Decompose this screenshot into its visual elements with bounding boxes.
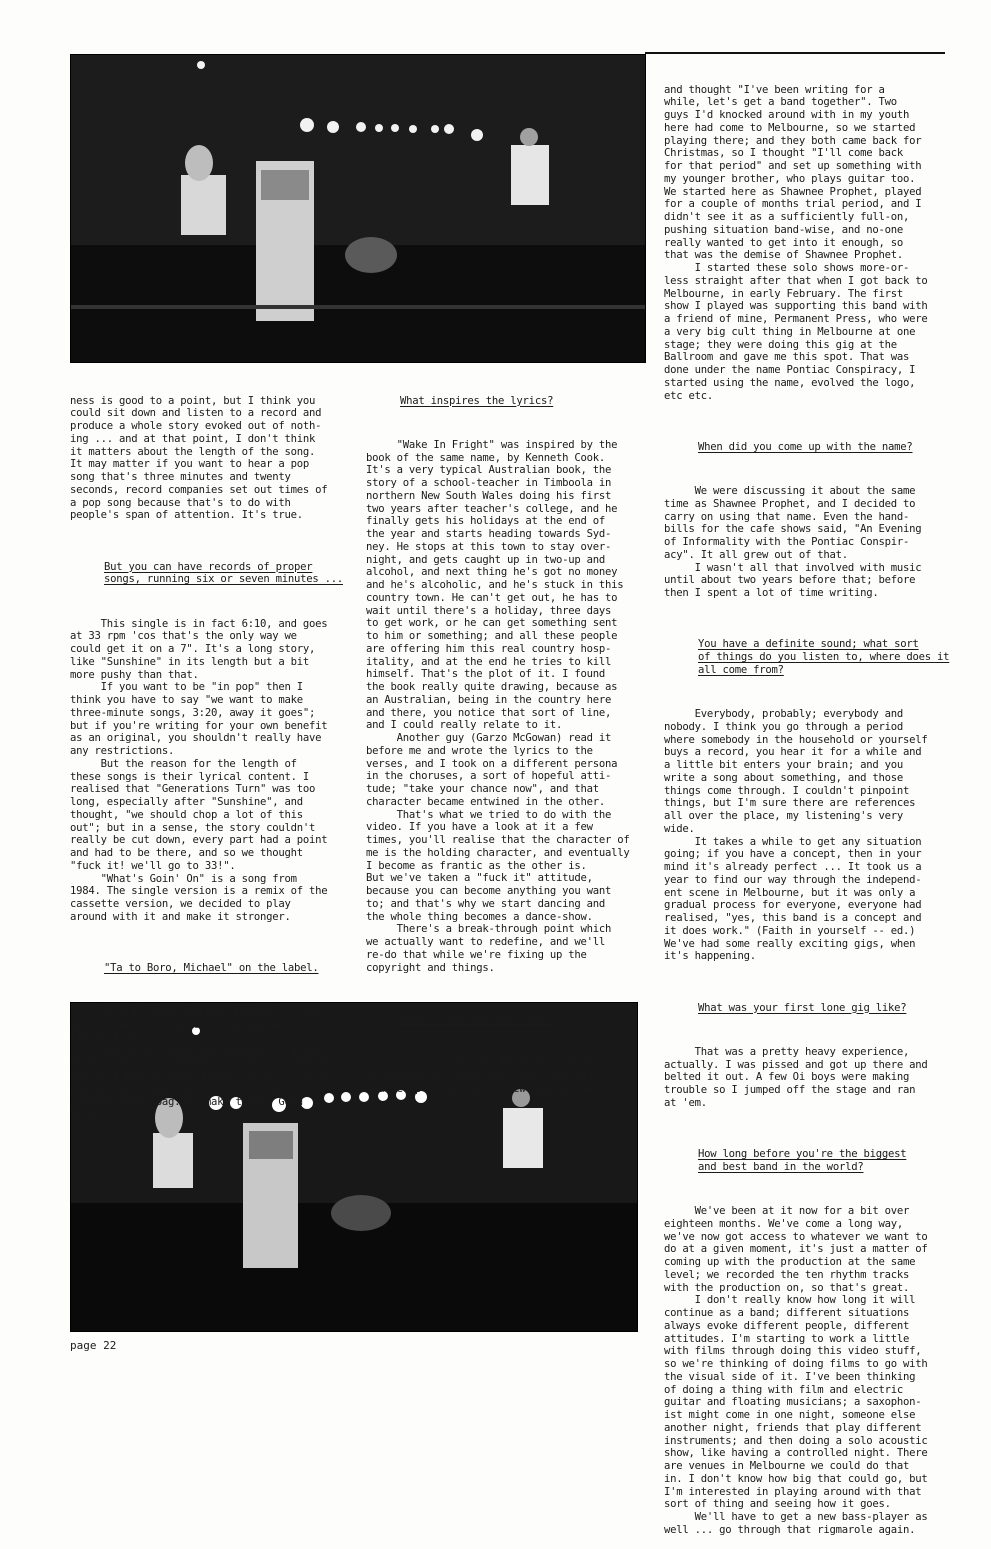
col1-paragraph-2: This single is in fact 6:10, and goes at 33 rpm 'cos that's the only way we could get it on a 7". It's a long story, like "Sunshine" in its length but a bit more pushy than that. If you want to be "in pop" then I think you have to say "we want to make three-minute songs, 3:20, away it goes"; but if you're writing for your own benefit as an original, you shouldn't really have any restrictions. But the reason for the length of these songs is their lyrical content. I realised that "Generations Turn" was too long, especially after "Sunshine", and thought, "we should chop a lot of this out"; but in a sense, the story couldn't really be cut down, every part had a point and had to be there, and so we thought "fuck it! we'll go to 33!". "What's Goin' On" is a song from 1984. The single version is a remix of the cassette version, we decided to play around with it and make it stronger. [70,617,328,923]
col3-paragraph-2: We were discussing it about the same time as Shawnee Prophet, and I decided to carry on using that name. Even the hand- bills for the cafe shows said, "An Evening of Informality with the Pontiac Conspir- acy". It all grew out of that. I wasn't all that involved with music until about two years before that; before then I spent a lot of time writing. [664,485,922,599]
col3-heading-4: How long before you're the biggest and best band in the world? [698,1148,907,1173]
col1-heading-2: "Ta to Boro, Michael" on the label. [104,962,319,974]
column-3 [664,58,954,1536]
col3-heading-3: What was your first lone gig like? [698,1001,907,1014]
col3-heading-2: You have a definite sound; what sort of things do you listen to, where does it all come from? [698,638,950,676]
col2-heading-2: What's your musical past? [400,1012,554,1025]
col3-heading-1: When did you come up with the name? [698,440,913,453]
col2-heading-1: What inspires the lyrics? [400,394,554,407]
col2-paragraph-1: "Wake In Fright" was inspired by the book of the same name, by Kenneth Cook. It's a very typical Australian book, the story of a school-teacher in Timboola in northern New South Wales doing his first two years after teacher's college, and he finally gets his holidays at the end of the year and starts heading towards Syd- ney. He stops at this town to stay over- night, and gets caught up in two-up and alcohol, and next thing he's got no money and he's alcoholic, and he's stuck in this country town. He can't get out, he has to wait until there's a holiday, three days to get work, or he can get something sent to him or something; and all these people are offering him this real country hosp- itality, and at the end he tries to kill himself. That's the plot of it. I found the book really quite drawing, because as an Australian, being in the country here and there, you notice that sort of line, and I could really relate to it. Another guy (Garzo McGowan) read it before me and wrote the lyrics to the verses, and I took on a different persona in the choruses, a sort of hopeful atti- tude; "take your chance now", and that character became entwined in the other. That's what we tried to do with the video. If you have a look at it a few times, you'll realise that the character of me is the holding character, and eventually I become as frantic as the other is. But we've taken a "fuck it" attitude, because you can become anything you want to; and that's why we start dancing and the whole thing becomes a dance-show. There's a break-through point which we actually want to redefine, and we'll re-do that while we're fixing up the copyright and things. [366,438,630,974]
column-1 [70,369,350,1121]
band-live-photo-icon [71,55,645,362]
col3-paragraph-1: and thought "I've been writing for a while, let's get a band together". Two guys I'd knocked around with in my youth here had come to Melbourne, so we started playing there; and they both came back for Christmas, so I thought "I'll come back for that period" and set up something with my younger brother, who plays guitar too. We started here as Shawnee Prophet, played for a couple of months trial period, and I didn't see it as a sufficiently full-on, pushing situation band-wise, and no-one really wanted to get into it enough, so that was the demise of Shawnee Prophet. I started these solo shows more-or- less straight after that when I got back to Melbourne, in early February. The first show I played was supporting this band with a friend of mine, Permanent Press, who were a very big cult thing in Melbourne at one stage; they were doing this gig at the Ballroom and gave me this spot. That was done under the name Pontiac Conspiracy, I started using the name, evolved the logo, etc etc. [664,83,928,402]
page-number: page 22 [70,1339,117,1352]
col2-paragraph-2: I was in Shawnee Prophet. I'd been in Melbourne for about two years and had started playing with a few people there, [366,1057,624,1095]
col1-paragraph-1: ness is good to a point, but I think you could sit down and listen to a record and produce a whole story evoked out of noth- ing ... and at that point, I don't think it matters about the length of the song. It may matter if you want to hear a pop song that's three minutes and twenty seconds, record companies set out times of a pop song because that's to do with people's span of attention. It's true. [70,394,328,522]
col3-paragraph-5: We've been at it now for a bit over eighteen months. We've come a long way, we've now got access to whatever we want to do at a given moment, it's just a matter of coming up with the production at the same level; we recorded the ten rhythm tracks with the production on, so that's great. I don't really know how long it will continue as a band; different situations always evoke different people, different attitudes. I'm starting to work a little with films through doing this video stuff, so we're thinking of doing films to go with the visual side of it. I've been thinking of doing a thing with film and electric guitar and floating musicians; a saxophon- ist might come in one night, someone else another night, friends that play different instruments; and then doing a solo acoustic show, like having a controlled night. There are venues in Melbourne we could do that in. I don't know how big that could go, but I'm interested in playing around with that sort of thing and seeing how it goes. We'll have to get a new bass-player as well ... go through that rigmarole again. [664,1205,928,1536]
col3-paragraph-4: That was a pretty heavy experience, actually. I was pissed and got up there and belted it out. A few Oi boys were making trouble so I jumped off the stage and ran at 'em. [664,1045,928,1109]
col1-heading-1: But you can have records of proper songs, running six or seven minutes ... [104,560,343,586]
top-band-photo [70,54,646,363]
top-right-rule [645,52,945,54]
col1-paragraph-3: Boro is Boris Garter. Michael is our live mixer, who did this; we played the tracks live. The lyric-sheet was originally going to be set out in different colours, but we couldn't really afford that, so it'll be a photocopied sheet with our very own red- stamped paper bag. We make these. Good value. [70,1006,328,1121]
column-2 [366,369,646,1095]
col3-paragraph-3: Everybody, probably; everybody and nobody. I think you go through a period where somebody in the household or yourself buys a record, you hear it for a while and a little bit enters your brain; and you write a song about something, and those things come through. I couldn't pinpoint things, but I'm sure there are references all over the place, my listening's very wide. It takes a while to get any situation going; if you have a concept, then in your mind it's already perfect ... It took us a year to find our way through the independ- ent scene in Melbourne, but it was only a gradual process for everyone, everyone had realised, "yes, this band is a concept and it does work." (Faith in yourself -- ed.) We've had some really exciting gigs, when it's happening. [664,708,928,963]
